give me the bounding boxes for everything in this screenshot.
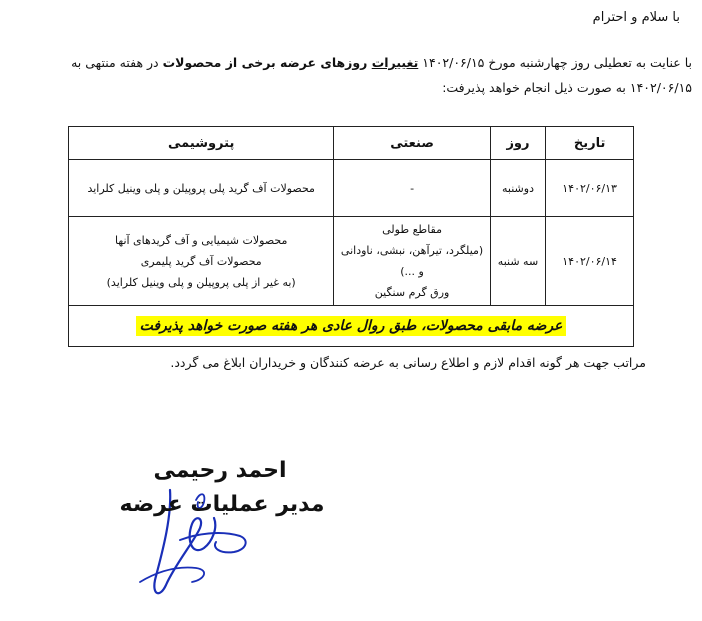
header-day: روز <box>490 127 545 160</box>
table-row <box>69 217 634 306</box>
handwritten-signature <box>100 470 300 610</box>
table-row <box>69 160 634 217</box>
closing-sentence: مراتب جهت هر گونه اقدام لازم و اطلاع رسانی به عرضه کنندگان و خریداران ابلاغ می گردد. <box>170 355 646 370</box>
cell-date: ۱۴۰۲/۰۶/۱۳ <box>546 160 634 217</box>
greeting: با سلام و احترام <box>592 10 680 25</box>
cell-day: سه شنبه <box>490 217 545 306</box>
intro-paragraph <box>8 50 692 100</box>
intro-emphasis-changes: تغییرات <box>371 55 419 70</box>
cell-industrial <box>334 160 490 217</box>
cell-date: ۱۴۰۲/۰۶/۱۴ <box>546 217 634 306</box>
intro-emphasis-products: روزهای عرضه برخی از محصولات <box>162 55 372 70</box>
cell-line: محصولات آف گرید پلی پروپیلن و پلی وینیل کلراید <box>87 181 315 195</box>
cell-petrochemical <box>69 160 334 217</box>
cell-line: محصولات شیمیایی و آف گریدهای آنها <box>115 233 288 247</box>
footer-note: عرضه مابقی محصولات، طبق روال عادی هر هفته صورت خواهد پذیرفت <box>136 316 567 336</box>
header-date: تاریخ <box>546 127 634 160</box>
cell-line: - <box>410 181 415 195</box>
header-petrochemical: پتروشیمی <box>69 127 334 160</box>
cell-line: ورق گرم سنگین <box>374 286 450 299</box>
signatory-title: مدیر عملیات عرضه <box>119 492 325 517</box>
intro-text-1: با عنایت به تعطیلی روز چهارشنبه مورخ ۱۴۰۲/۰۶/۱۵ <box>418 55 692 70</box>
table-header-row <box>69 127 634 160</box>
cell-line: مقاطع طولی <box>382 223 442 236</box>
header-industrial: صنعتی <box>334 127 490 160</box>
table-footer-row <box>69 306 634 347</box>
cell-line: (میلگرد، تیرآهن، نبشی، ناودانی و ...) <box>340 244 484 278</box>
signatory-name: احمد رحیمی <box>153 458 287 483</box>
intro-text-2: در هفته منتهی به ۱۴۰۲/۰۶/۱۵ به صورت ذیل انجام خواهد پذیرفت: <box>71 55 692 95</box>
cell-line: (به غیر از پلی پروپیلن و پلی وینیل کلراید) <box>106 275 296 289</box>
footer-cell <box>69 306 634 347</box>
cell-industrial <box>334 217 490 306</box>
cell-day: دوشنبه <box>490 160 545 217</box>
cell-petrochemical <box>69 217 334 306</box>
schedule-table <box>68 126 634 347</box>
cell-line: محصولات آف گرید پلیمری <box>140 254 262 268</box>
